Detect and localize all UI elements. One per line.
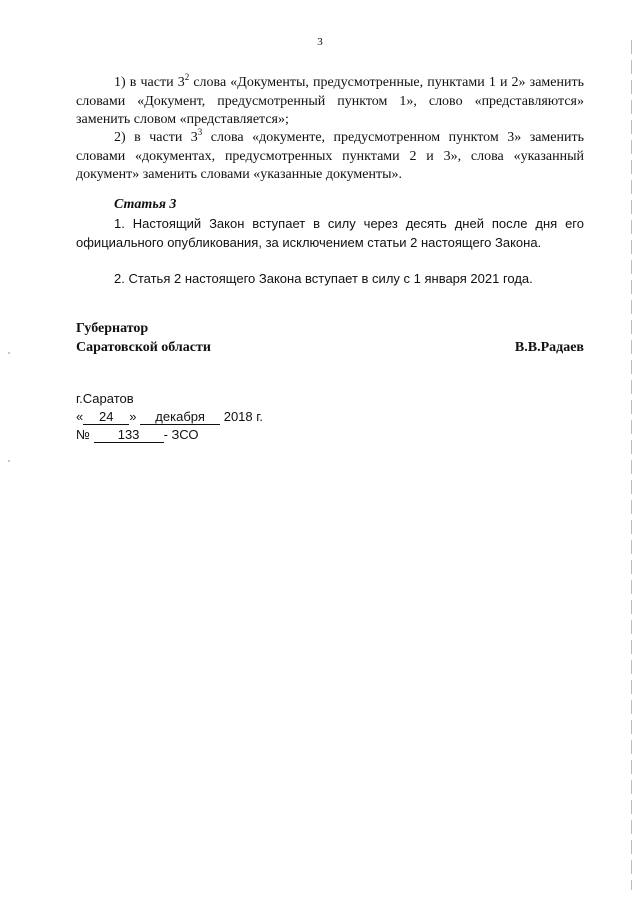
- amendment-2-text: слова «документе, предусмотренном пунктом 3» заменить словами «документах, предусмотренных пунктами 2 и 3», слова «указанный документ» заменить словами «указанные документы».: [76, 130, 584, 182]
- amendment-item-1: [76, 74, 584, 130]
- law-number-label: №: [76, 427, 90, 442]
- amendment-1-text: слова «Документы, предусмотренные, пунктами 1 и 2» заменить словами «Документ, предусмотренный пунктом 1», слово «представляются» заменить словом «представляется»;: [76, 75, 584, 127]
- signer-title-line-1: Губернатор: [76, 321, 149, 336]
- date-year: 2018 г.: [223, 409, 264, 424]
- signature-block: [76, 320, 584, 357]
- date-month: декабря: [140, 410, 220, 425]
- scan-edge-dot: [8, 460, 10, 462]
- amendment-item-2: [76, 129, 584, 185]
- scan-edge-dot: [8, 352, 10, 354]
- date-line: [76, 408, 263, 426]
- scan-edge-line: [631, 40, 632, 890]
- amendment-1-lead: 1) в части 3: [114, 75, 185, 90]
- city: г.Саратов: [76, 391, 134, 406]
- clause-2: 2. Статья 2 настоящего Закона вступает в силу с 1 января 2021 года.: [114, 271, 533, 286]
- date-day: 24: [83, 410, 129, 425]
- signer-title-line-2: Саратовской области: [76, 339, 211, 355]
- law-number: 133: [94, 428, 164, 443]
- page-number: 3: [317, 36, 323, 48]
- article-heading: Статья 3: [114, 197, 177, 212]
- signer-name: В.В.Радаев: [514, 339, 584, 355]
- amendment-1-superscript: 2: [184, 72, 190, 82]
- date-quote-close: »: [129, 409, 137, 424]
- amendment-2-lead: 2) в части 3: [114, 130, 198, 145]
- law-number-line: [76, 426, 263, 444]
- amendment-2-superscript: 3: [197, 127, 203, 137]
- clause-1: 1. Настоящий Закон вступает в силу через десять дней после дня его официального опубликования, за исключением статьи 2 настоящего Закона.: [76, 216, 584, 250]
- date-quote-open: «: [76, 409, 84, 424]
- law-number-suffix: - ЗСО: [163, 427, 199, 442]
- document-footer: [76, 390, 263, 444]
